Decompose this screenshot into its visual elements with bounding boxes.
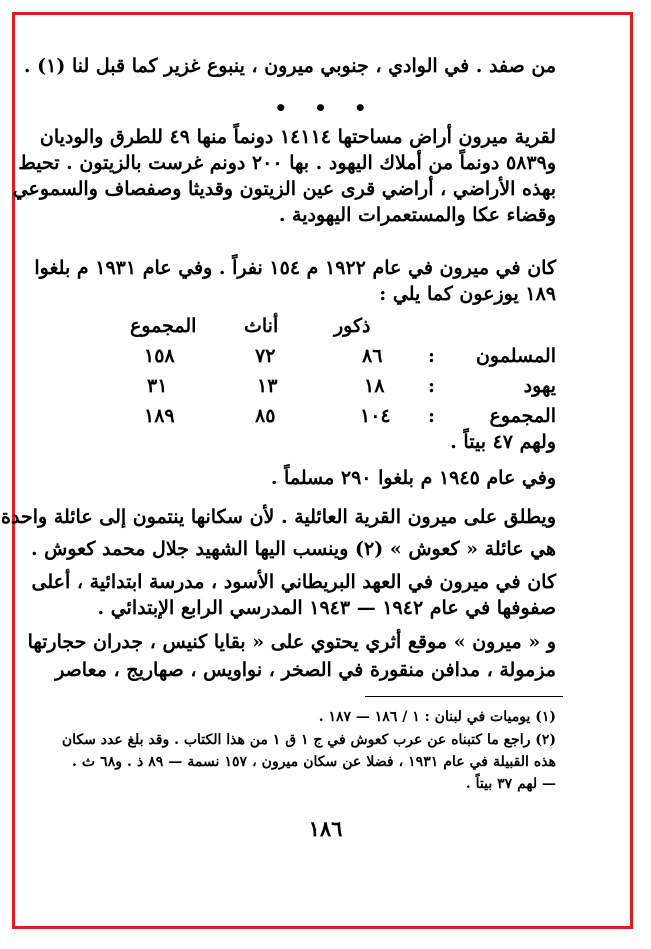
body-line-10: ويطلق على ميرون القرية العائلية . لأن سكانها ينتمون إلى عائلة واحدة <box>1 506 556 528</box>
header-males: ذكور <box>334 315 371 337</box>
body-line-14: و « ميرون » موقع أثري يحتوي على « بقايا كنيس ، جدران حجارتها <box>27 631 556 653</box>
row-jews-sep: : <box>428 375 436 397</box>
row-total-sep: : <box>428 405 436 427</box>
row-muslims-total: ١٥٨ <box>144 345 175 367</box>
row-jews-females: ١٣ <box>257 375 278 397</box>
body-line-15: مزمولة ، مدافن منقورة في الصخر ، نواويس ، صهاريج ، معاصر <box>55 659 556 681</box>
body-line-9: وفي عام ١٩٤٥ م بلغوا ٢٩٠ مسلماً . <box>270 467 556 489</box>
body-line-3: و٥٨٣٩ دونماً من أملاك اليهود . بها ٢٠٠ دونم غرست بالزيتون . تحيط <box>18 152 556 174</box>
body-line-7: ١٨٩ يوزعون كما يلي : <box>379 283 556 305</box>
page-number: ١٨٦ <box>308 816 343 841</box>
row-muslims-males: ٨٦ <box>362 345 383 367</box>
row-total-females: ٨٥ <box>255 405 276 427</box>
body-line-8: ولهم ٤٧ بيتاً . <box>450 431 556 453</box>
body-line-6: كان في ميرون في عام ١٩٢٢ م ١٥٤ نفراً . وفي عام ١٩٣١ م بلغوا <box>34 257 556 279</box>
row-jews-males: ١٨ <box>364 375 385 397</box>
body-line-5: وقضاء عكا والمستعمرات اليهودية . <box>278 204 556 226</box>
body-line-12: كان في ميرون في العهد البريطاني الأسود ، مدرسة ابتدائية ، أعلى <box>31 571 556 593</box>
body-line-2: لقرية ميرون أراض مساحتها ١٤١١٤ دونماً منها ٤٩ للطرق والوديان <box>39 126 556 148</box>
row-total-males: ١٠٤ <box>360 405 391 427</box>
section-separator: • • • <box>274 96 377 120</box>
footnote-2-line-3: — لهم ٣٧ بيتاً . <box>465 776 556 792</box>
row-total-label: المجموع <box>489 405 556 427</box>
footnote-2-line-2: هذه القبيلة في عام ١٩٣١ ، فضلا عن سكان ميرون ، ١٥٧ نسمة — ٨٩ ذ . و٦٨ ث . <box>72 754 556 770</box>
header-females: أناث <box>244 315 279 337</box>
footnote-1: (١) يوميات في لبنان : ١ / ١٨٦ — ١٨٧ . <box>318 709 556 725</box>
row-muslims-label: المسلمون <box>475 345 556 367</box>
row-muslims-sep: : <box>428 345 436 367</box>
row-muslims-females: ٧٢ <box>255 345 276 367</box>
row-jews-total: ٣١ <box>147 375 168 397</box>
footnote-2-line-1: (٢) راجع ما كتبناه عن عرب كعوش في ج ١ ق ١ من هذا الكتاب . وقد بلغ عدد سكان <box>61 732 556 748</box>
row-jews-label: يهود <box>523 375 556 397</box>
header-total: المجموع <box>130 315 197 337</box>
body-line-11: هي عائلة « كعوش » (٢) وينسب اليها الشهيد جلال محمد كعوش . <box>30 538 556 560</box>
footnote-rule <box>365 696 563 697</box>
row-total-total: ١٨٩ <box>144 405 175 427</box>
body-line-13: صفوفها في عام ١٩٤٢ — ١٩٤٣ المدرسي الرابع الإبتدائي . <box>97 597 556 619</box>
body-line-1: من صفد . في الوادي ، جنوبي ميرون ، ينبوع غزير كما قبل لنا (١) . <box>23 55 556 77</box>
body-line-4: بهذه الأراضي ، أراضي قرى عين الزيتون وقديثا وصفصاف والسموعي <box>12 178 556 200</box>
